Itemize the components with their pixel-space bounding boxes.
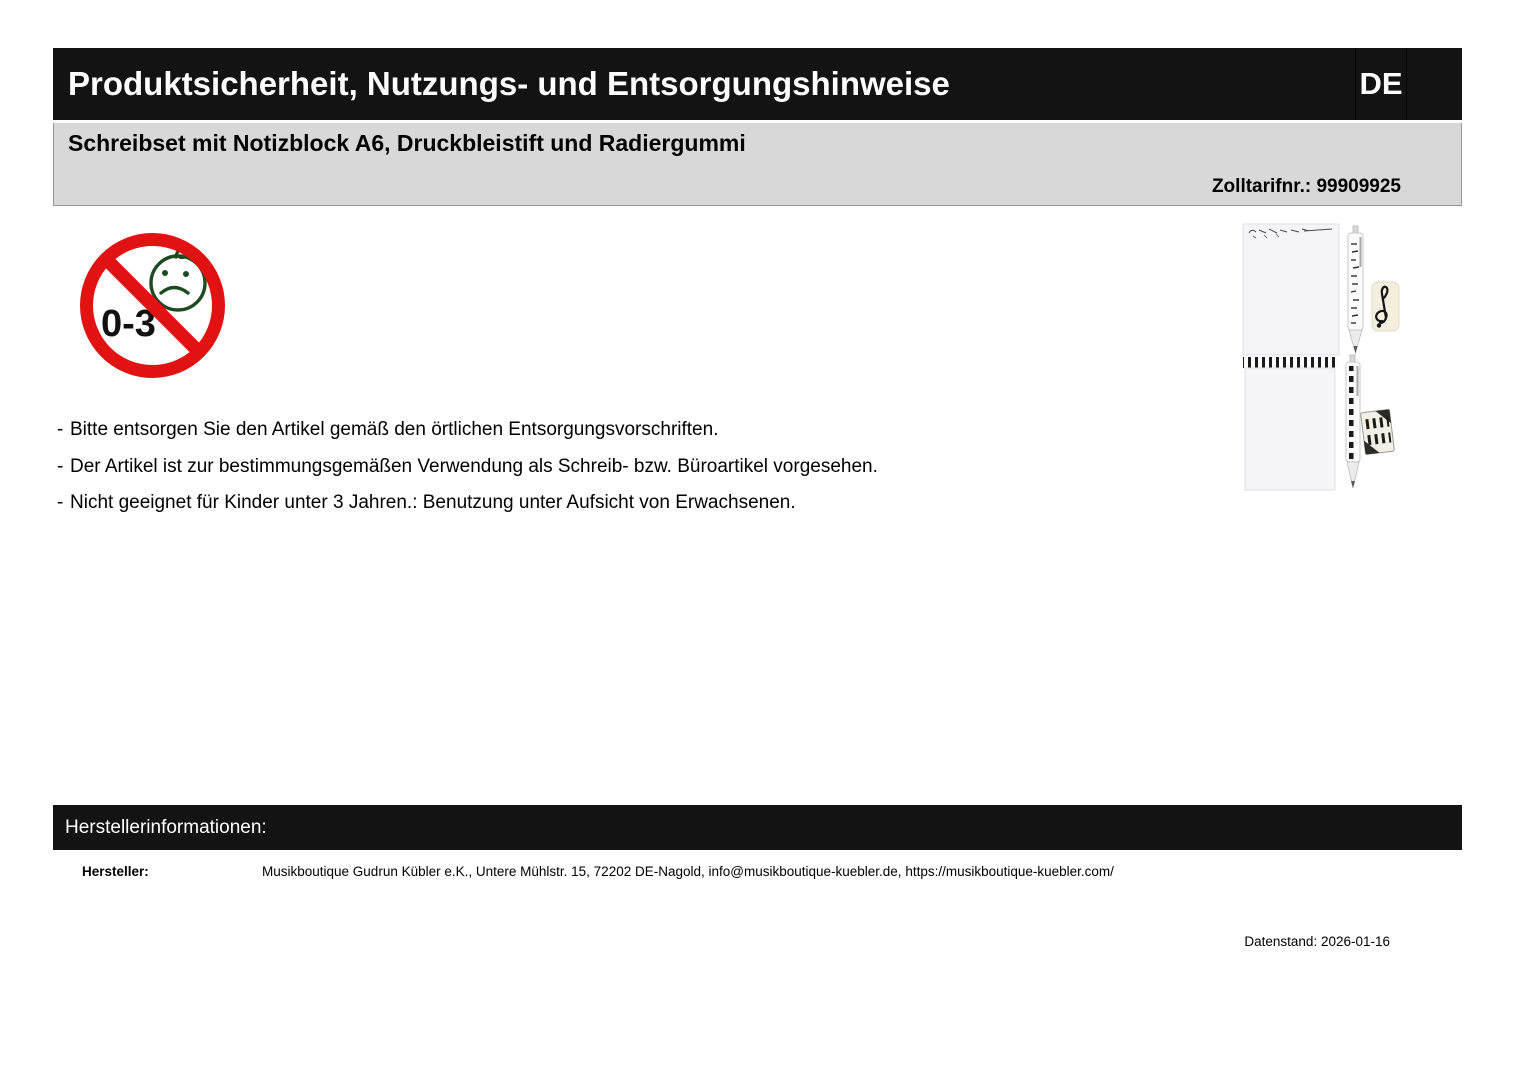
product-photos [1241,222,1411,494]
manufacturer-section-bar [53,805,1462,850]
note-text: Bitte entsorgen Sie den Artikel gemäß den örtlichen Entsorgungsvorschriften. [70,419,719,441]
note-item [57,412,878,449]
note-item [57,485,878,522]
note-item [57,449,878,486]
note-text: Nicht geeignet für Kinder unter 3 Jahren.: Benutzung unter Aufsicht von Erwachsenen. [70,492,796,514]
notepad-keyboard-image [1245,368,1335,490]
age-warning-icon [80,233,225,378]
header-spacer [1407,48,1462,120]
data-status: Datenstand: 2026-01-16 [1244,934,1390,949]
notepad-music-image [1243,224,1339,355]
note-text: Der Artikel ist zur bestimmungsgemäßen Verwendung als Schreib- bzw. Büroartikel vorgesehen. [70,455,878,477]
product-title: Schreibset mit Notizblock A6, Druckbleistift und Radiergummi [68,130,746,156]
page-title: Produktsicherheit, Nutzungs- und Entsorgungshinweise [68,65,950,102]
age-range-label: 0-3 [101,303,156,345]
subheader-bar [53,123,1462,206]
disposal-usage-notes [57,412,878,522]
note-dash: - [57,492,64,514]
keyboard-eraser-icon [1361,409,1395,454]
manufacturer-value: Musikboutique Gudrun Kübler e.K., Untere Mühlstr. 15, 72202 DE-Nagold, info@musikboutique-kuebler.de, https://musikboutique-kuebler.com/ [262,864,1114,879]
note-dash: - [57,455,64,477]
customs-tariff-number: Zolltarifnr.: 99909925 [1211,176,1401,197]
language-badge: DE [1355,48,1407,120]
mechanical-pencil-music-icon [1348,226,1363,353]
note-dash: - [57,419,64,441]
manufacturer-section-title: Herstellerinformationen: [65,816,267,838]
treble-clef-eraser-icon [1372,282,1399,331]
not-for-children-under-3-icon [80,233,225,378]
header-bar [53,48,1462,120]
mechanical-pencil-keyboard-icon [1346,355,1360,488]
manufacturer-label: Hersteller: [82,864,149,879]
